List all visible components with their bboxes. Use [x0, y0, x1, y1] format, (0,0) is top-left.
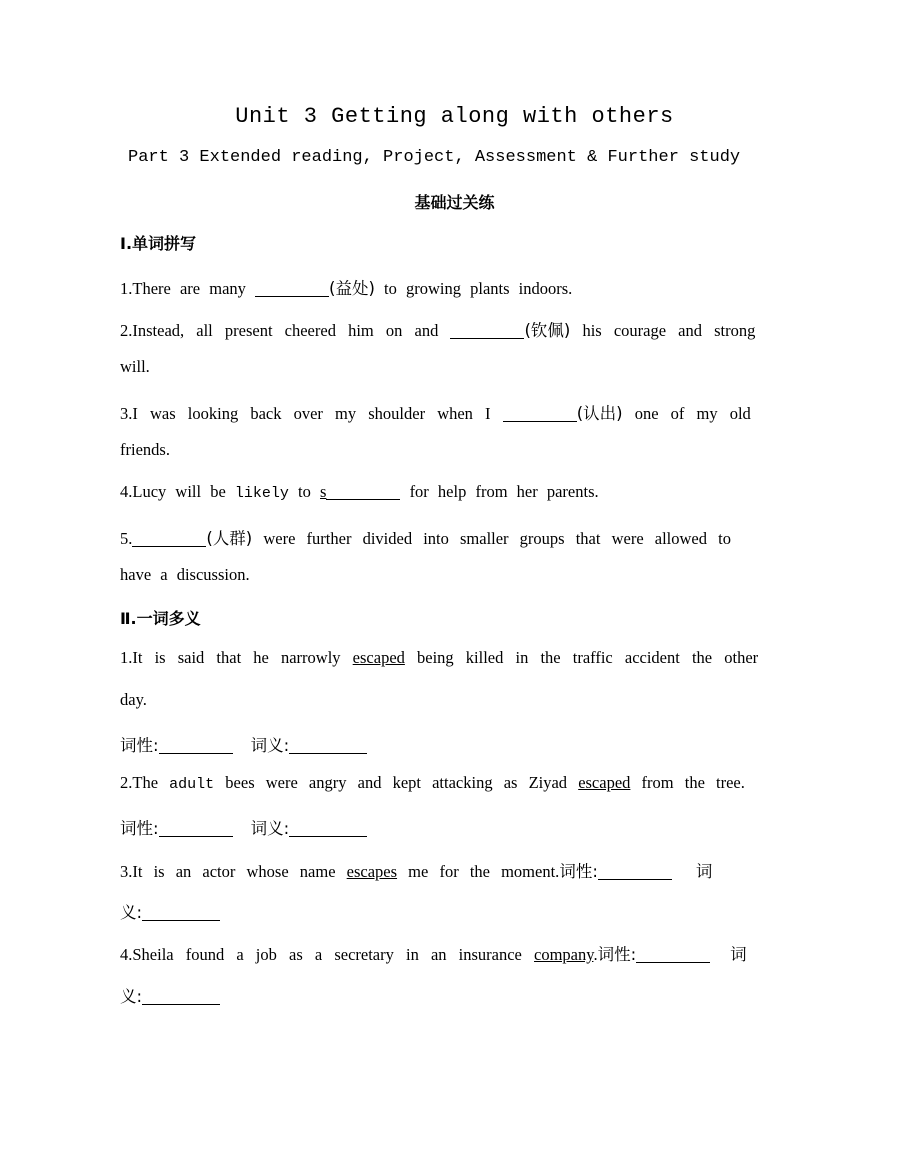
s2-question-2: 2.The adult bees were angry and kept attacking as Ziyad escaped from the tree. — [120, 773, 745, 793]
document-title: Unit 3 Getting along with others — [235, 104, 674, 129]
answer-blank[interactable] — [450, 322, 524, 340]
document-subtitle: Part 3 Extended reading, Project, Assessment & Further study — [128, 148, 741, 167]
pos-blank[interactable] — [598, 863, 672, 881]
s2-question-3: 3.It is an actor whose name escapes me for the moment.词性: 词 — [120, 862, 713, 881]
s2-question-1-cont: day. — [120, 690, 147, 709]
s1-question-5: 5. (人群) were further divided into smaller groups that were allowed to — [120, 529, 731, 548]
practice-label: 基础过关练 — [414, 193, 495, 212]
s1-question-5-cont: have a discussion. — [120, 565, 250, 584]
s1-question-3-cont: friends. — [120, 440, 170, 459]
s1-question-3: 3.I was looking back over my shoulder when I (认出) one of my old — [120, 404, 751, 423]
answer-blank[interactable] — [132, 530, 206, 548]
s2-q1-answer-row: 词性: 词义: — [120, 732, 367, 756]
answer-blank[interactable] — [326, 483, 400, 501]
section1-heading: Ⅰ.单词拼写 — [120, 234, 197, 253]
answer-blank[interactable] — [255, 280, 329, 298]
s1-question-2: 2.Instead, all present cheered him on and (钦佩) his courage and strong — [120, 321, 756, 340]
meaning-blank[interactable] — [289, 820, 367, 838]
pos-blank[interactable] — [159, 820, 233, 838]
s2-q3-meaning-row: 义: — [120, 899, 220, 923]
s2-q4-meaning-row: 义: — [120, 983, 220, 1007]
pos-blank[interactable] — [636, 946, 710, 964]
s2-q2-answer-row: 词性: 词义: — [120, 815, 367, 839]
meaning-blank[interactable] — [289, 737, 367, 755]
s2-question-1: 1.It is said that he narrowly escaped being killed in the traffic accident the other — [120, 648, 759, 667]
s1-question-4: 4.Lucy will be likely to s for help from her parents. — [120, 482, 599, 502]
s1-question-1: 1.There are many (益处) to growing plants indoors. — [120, 279, 573, 298]
section2-heading: Ⅱ.一词多义 — [120, 609, 201, 628]
meaning-blank[interactable] — [142, 988, 220, 1006]
s1-question-2-cont: will. — [120, 357, 150, 376]
meaning-blank[interactable] — [142, 904, 220, 922]
pos-blank[interactable] — [159, 737, 233, 755]
answer-blank[interactable] — [503, 405, 577, 423]
s2-question-4: 4.Sheila found a job as a secretary in an insurance company.词性: 词 — [120, 945, 747, 964]
